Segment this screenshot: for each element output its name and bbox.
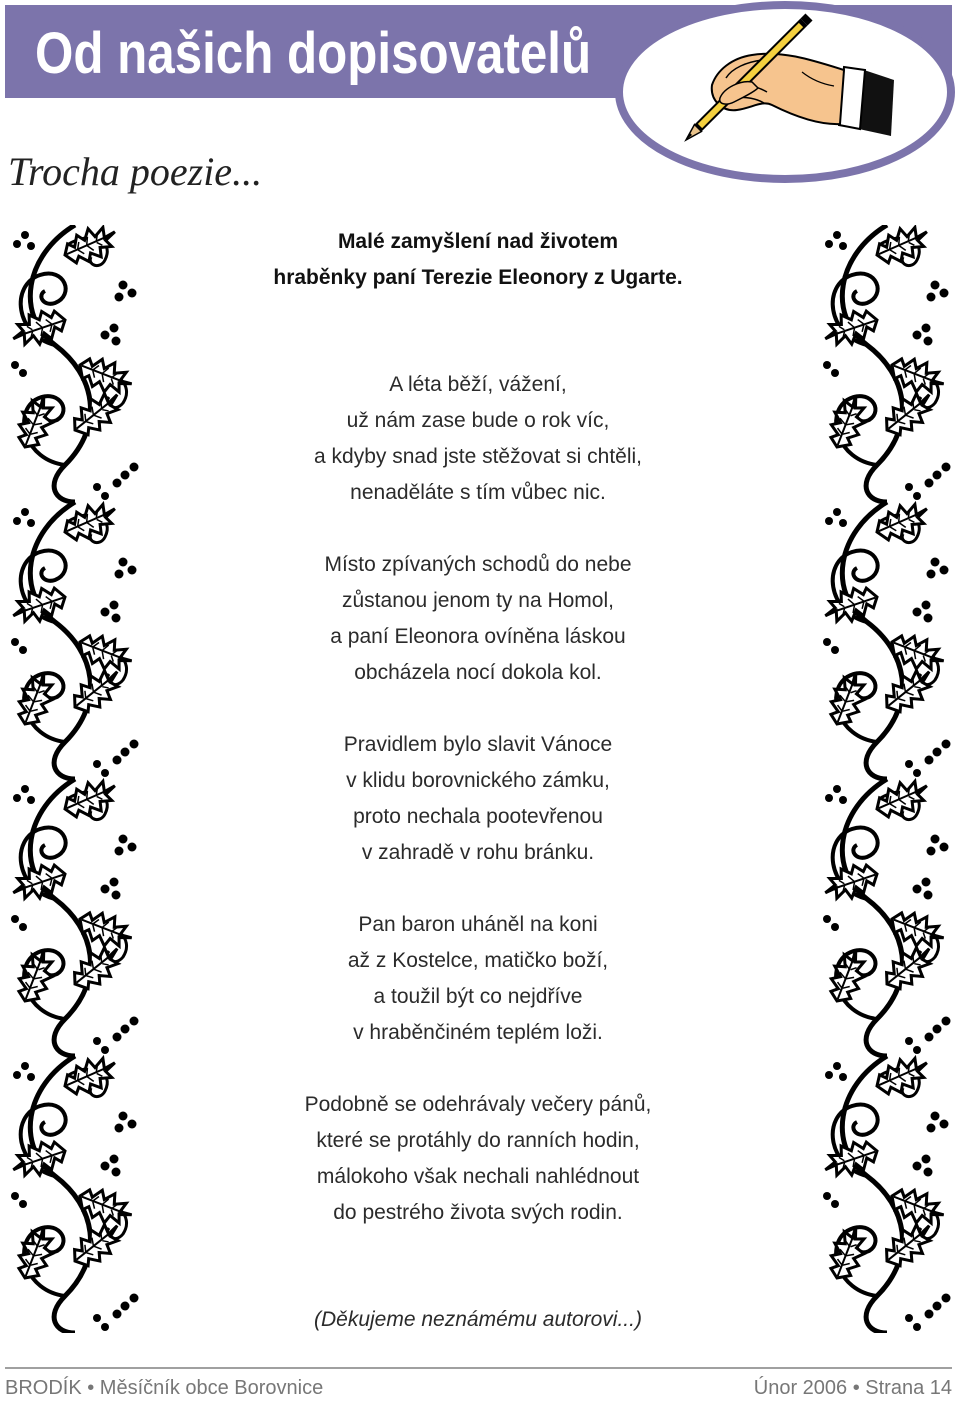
verse-line: Pravidlem bylo slavit Vánoce xyxy=(343,733,613,756)
verse-line: až z Kostelce, matičko boží, xyxy=(347,949,609,972)
stanza-3 xyxy=(150,727,806,871)
stanza-2 xyxy=(150,547,806,691)
verse-line: v zahradě v rohu bránku. xyxy=(361,841,595,864)
poem-title xyxy=(150,224,806,296)
verse-line: nenaděláte s tím vůbec nic. xyxy=(350,481,606,504)
verse-line: málokoho však nechali nahlédnout xyxy=(316,1165,640,1188)
right-ornament-border xyxy=(817,225,955,1333)
stanza-5 xyxy=(150,1087,806,1231)
author-credit: (Děkujeme neznámému autorovi...) xyxy=(314,1308,642,1331)
stanza-1 xyxy=(150,367,806,511)
verse-line: Pan baron uháněl na koni xyxy=(358,913,598,936)
verse-line: Místo zpívaných schodů do nebe xyxy=(324,553,632,576)
verse-line: v klidu borovnického zámku, xyxy=(346,769,610,792)
left-ornament-border xyxy=(5,225,143,1333)
verse-line: v hraběnčiném teplém loži. xyxy=(353,1021,603,1044)
hand-pencil-illustration xyxy=(612,0,958,186)
verse-line: které se protáhly do ranních hodin, xyxy=(316,1129,640,1152)
footer-publication: BRODÍK • Měsíčník obce Borovnice xyxy=(5,1377,324,1399)
verse-line: a paní Eleonora ovíněna láskou xyxy=(330,625,626,648)
verse-line: a toužil být co nejdříve xyxy=(373,985,583,1008)
verse-line: Podobně se odehrávaly večery pánů, xyxy=(304,1093,652,1116)
page-title: Od našich dopisovatelů xyxy=(35,21,592,86)
poem-title-line: Malé zamyšlení nad životem xyxy=(337,230,619,253)
stanza-4 xyxy=(150,907,806,1051)
poem-title-line: hraběnky paní Terezie Eleonory z Ugarte. xyxy=(273,266,683,289)
verse-line: zůstanou jenom ty na Homol, xyxy=(342,589,614,612)
verse-line: obcházela nocí dokola kol. xyxy=(354,661,602,684)
section-title: Trocha poezie... xyxy=(8,149,263,194)
verse-line: do pestrého života svých rodin. xyxy=(333,1201,623,1224)
verse-line: a kdyby snad jste stěžovat si chtěli, xyxy=(314,445,642,468)
footer-divider xyxy=(5,1367,952,1369)
footer-issue-page: Únor 2006 • Strana 14 xyxy=(753,1377,952,1399)
verse-line: už nám zase bude o rok víc, xyxy=(346,409,610,432)
verse-line: A léta běží, vážení, xyxy=(389,373,567,396)
verse-line: proto nechala pootevřenou xyxy=(353,805,603,828)
